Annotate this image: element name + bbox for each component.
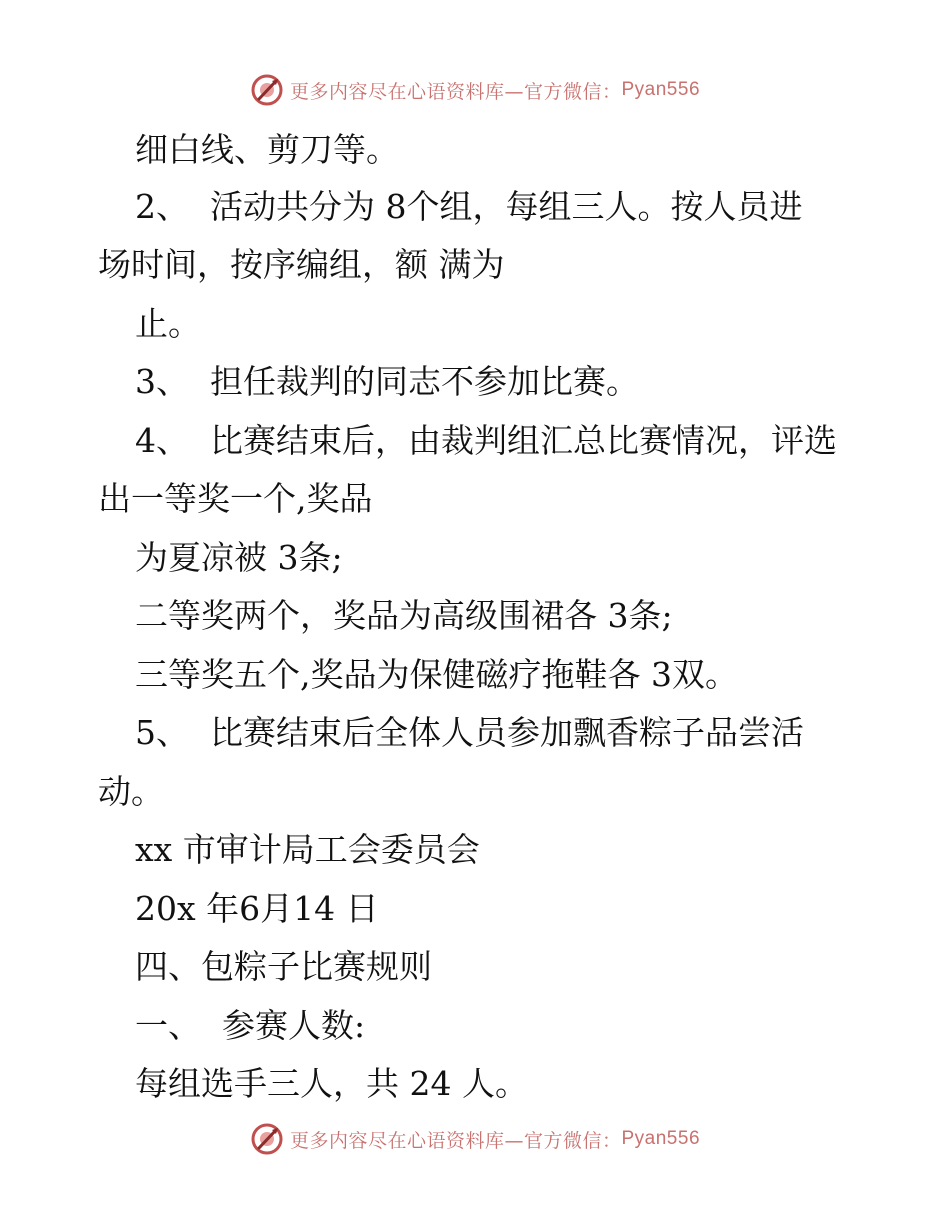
body-line-13: xx 市审计局工会委员会: [135, 830, 480, 869]
body-line-14: 20x 年6月14 日: [135, 889, 379, 928]
body-line-11: 5、 比赛结束后全体人员参加飘香粽子品尝活: [135, 713, 804, 752]
body-line-8: 为夏凉被 3条;: [135, 538, 343, 577]
body-line-5: 3、 担任裁判的同志不参加比赛。: [135, 362, 639, 401]
body-line-15: 四、包粽子比赛规则: [135, 947, 432, 986]
body-line-17: 每组选手三人，共 24 人。: [135, 1064, 528, 1103]
watermark-banner-top: [0, 70, 950, 110]
body-line-12: 动。: [98, 772, 164, 811]
logo-icon: [250, 73, 284, 107]
body-line-3: 场时间，按序编组，额 满为: [98, 245, 505, 284]
body-line-7: 出一等奖一个,奖品: [98, 479, 373, 518]
body-line-9: 二等奖两个，奖品为高级围裙各 3条;: [135, 596, 673, 635]
body-line-6: 4、 比赛结束后，由裁判组汇总比赛情况，评选: [135, 421, 837, 460]
watermark-wechat-id: Pyan556: [621, 79, 701, 100]
body-line-1: 细白线、剪刀等。: [135, 130, 399, 169]
watermark-text: 更多内容尽在心语资料库—官方微信：: [289, 1129, 622, 1152]
watermark-banner-bottom: [0, 1119, 950, 1159]
body-line-4: 止。: [135, 304, 201, 343]
watermark-text: 更多内容尽在心语资料库—官方微信：: [289, 80, 622, 103]
body-line-10: 三等奖五个,奖品为保健磁疗拖鞋各 3双。: [135, 655, 738, 694]
logo-icon: [250, 1122, 284, 1156]
watermark-wechat-id: Pyan556: [621, 1128, 701, 1149]
body-line-2: 2、 活动共分为 8个组，每组三人。按人员进: [135, 187, 803, 226]
body-line-16: 一、 参赛人数:: [135, 1006, 366, 1045]
